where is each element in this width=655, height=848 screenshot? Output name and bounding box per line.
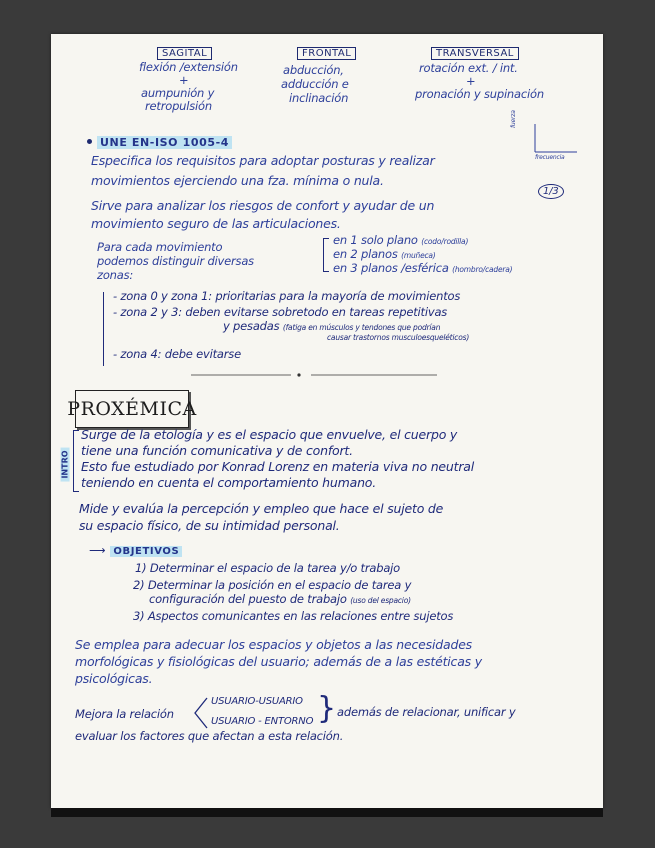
- sagital-line1: flexión /extensión: [139, 60, 238, 74]
- mejora-prefix: Mejora la relación: [75, 707, 174, 721]
- frontal-line3: inclinación: [289, 91, 349, 105]
- planes-item-1: en 1 solo plano (codo/rodilla): [333, 233, 469, 247]
- graph-ylabel: fuerza: [510, 110, 517, 128]
- page-shadow-strip: [51, 808, 603, 817]
- mide-line1: Mide y evalúa la percepción y empleo que hace el sujeto de: [79, 501, 444, 516]
- une-purpose-line2: movimiento seguro de las articulaciones.: [91, 216, 341, 231]
- objective-1: 1) Determinar el espacio de la tarea y/o trabajo: [135, 561, 400, 575]
- planes-item-3: en 3 planos /esférica (hombro/cadera): [333, 261, 513, 275]
- intro-line1: Surge de la etología y es el espacio que envuelve, el cuerpo y: [81, 427, 458, 442]
- zone-2-3-note: causar trastornos musculoesqueléticos): [327, 333, 470, 342]
- objetivos-heading: ⟶ OBJETIVOS: [89, 540, 182, 558]
- mejora-suffix: además de relacionar, unificar y: [337, 705, 516, 719]
- section-divider: [191, 372, 441, 378]
- transversal-heading: TRANSVERSAL: [431, 42, 519, 60]
- objective-2-line2: configuración del puesto de trabajo (uso del espacio): [149, 592, 411, 606]
- transversal-line1: rotación ext. / int.: [419, 61, 518, 75]
- frontal-heading: FRONTAL: [297, 42, 356, 60]
- une-desc-line1: Especifica los requisitos para adoptar posturas y realizar: [91, 153, 435, 168]
- sagital-line3: retropulsión: [145, 99, 212, 113]
- fraction-badge: 1/3: [538, 184, 564, 199]
- objective-3: 3) Aspectos comunicantes en las relaciones entre sujetos: [133, 609, 454, 623]
- zones-intro-line2: podemos distinguir diversas: [97, 254, 254, 268]
- mide-line2: su espacio físico, de su intimidad personal.: [79, 518, 340, 533]
- intro-line4: teniendo en cuenta el comportamiento humano.: [81, 475, 377, 490]
- zones-intro-line3: zonas:: [97, 268, 134, 282]
- intro-line3: Esto fue estudiado por Konrad Lorenz en materia viva no neutral: [81, 459, 475, 474]
- relation-user-user: USUARIO-USUARIO: [211, 696, 303, 707]
- right-brace-icon: }: [317, 691, 336, 726]
- sagital-line2: aumpunión y: [141, 86, 215, 100]
- planes-item-2: en 2 planos (muñeca): [333, 247, 436, 261]
- emplea-line1: Se emplea para adecuar los espacios y objetos a las necesidades: [75, 637, 472, 652]
- zone-4: - zona 4: debe evitarse: [113, 347, 241, 361]
- zone-0-1: - zona 0 y zona 1: prioritarias para la mayoría de movimientos: [113, 289, 461, 303]
- zones-bracket: [103, 292, 109, 366]
- force-frequency-graph-icon: [525, 122, 585, 158]
- objective-2-line1: 2) Determinar la posición en el espacio de tarea y: [133, 578, 412, 592]
- une-desc-line2: movimientos ejerciendo una fza. mínima o nula.: [91, 173, 384, 188]
- intro-bracket: [73, 430, 79, 492]
- intro-line2: tiene una función comunicativa y de confort.: [81, 443, 353, 458]
- graph-xlabel: frecuencia: [535, 154, 565, 161]
- sagital-heading: SAGITAL: [157, 42, 212, 60]
- zone-2-3-line1: - zona 2 y 3: deben evitarse sobretodo en tareas repetitivas: [113, 305, 448, 319]
- intro-tag: INTRO: [59, 442, 71, 486]
- une-purpose-line1: Sirve para analizar los riesgos de confort y ayudar de un: [91, 198, 435, 213]
- emplea-line3: psicológicas.: [75, 671, 153, 686]
- notebook-page: [51, 34, 603, 808]
- angle-bracket-icon: [193, 696, 209, 730]
- bullet-icon: [87, 139, 92, 144]
- relation-user-environment: USUARIO - ENTORNO: [211, 716, 314, 727]
- mejora-line2: evaluar los factores que afectan a esta relación.: [75, 729, 344, 743]
- zones-intro-line1: Para cada movimiento: [97, 240, 223, 254]
- arrow-right-icon: ⟶: [89, 543, 106, 557]
- transversal-plus: +: [466, 74, 476, 88]
- une-title: UNE EN-ISO 1005-4: [87, 132, 232, 150]
- frontal-line1: abducción,: [283, 63, 344, 77]
- proxemica-title: PROXÉMICA: [75, 390, 189, 428]
- zone-2-3-line2: y pesadas (fatiga en músculos y tendones que podrían: [223, 319, 441, 333]
- planes-bracket: [323, 238, 329, 272]
- sagital-plus: +: [179, 73, 189, 87]
- emplea-line2: morfológicas y fisiológicas del usuario; además de a las estéticas y: [75, 654, 482, 669]
- transversal-line2: pronación y supinación: [415, 87, 544, 101]
- frontal-line2: adducción e: [281, 77, 349, 91]
